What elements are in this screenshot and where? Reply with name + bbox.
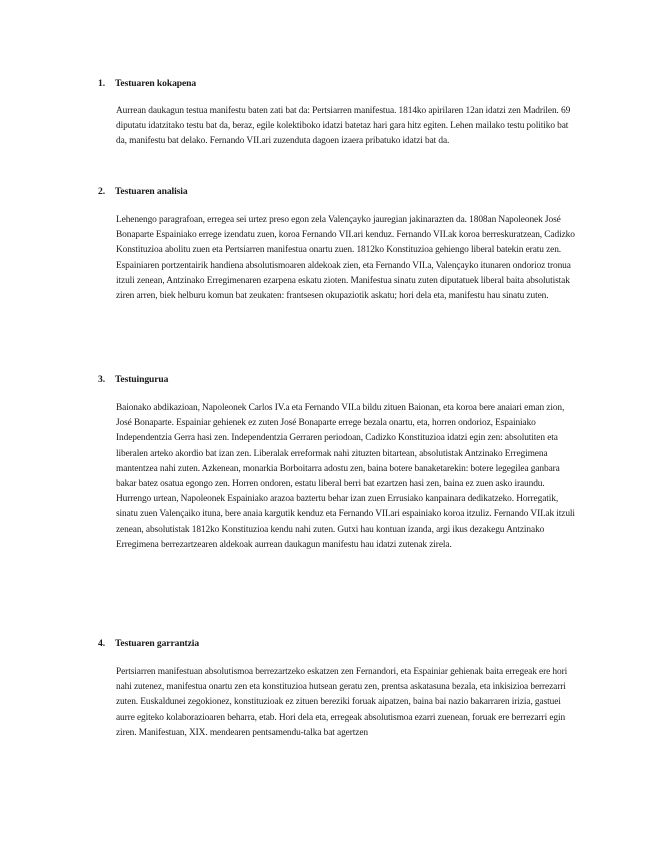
section-heading-3 (98, 374, 168, 385)
section-heading-4 (98, 638, 199, 649)
section-number: 4. (98, 638, 105, 649)
section-heading-2 (98, 186, 188, 197)
section-body-3: Baionako abdikazioan, Napoleonek Carlos IV.a eta Fernando VII.a bildu zituen Baionan, eta koroa bere anaiari eman zion, José Bonaparte. Espainiar gehienek ez zuten José Bonaparte errege bezala onartu, eta, horren ondorioz, Espainiako Independentzia Gerra hasi zen. Independentzia Gerraren periodoan, Cadizko Konstituzioa idatzi egin zen: absolutiten eta liberalen arteko akordio bat izan zen. Liberalak erreformak nahi zituzten bitartean, absolutistak Antzinako Erregimena mantentzea nahi zuten. Azkenean, monarkia Borboitarra adostu zen, baina botere banaketarekin: botere legegilea ganbara bakar batez osatua egongo zen. Horren ondoren, estatu liberal berri bat ezartzen hasi zen, baina ez zuen asko iraundu. Hurrengo urtean, Napoleonek Espainiako arazoa baztertu behar izan zuen Errusiako kanpainara dedikatzeko. Horregatik, sinatu zuen Valençaiko ituna, bere anaia kargutik kenduz eta Fernando VII.ari espainiako koroa itzuliz. Fernando VII.ak itzuli zenean, absolutistak 1812ko Konstituzioa kendu nahi zuten. Gutxi hau kontuan izanda, argi ikus dezakegu Antzinako Erregimena berrezartzearen aldekoak aurrean daukagun manifestu hau idatzi zutenak zirela. (116, 403, 575, 550)
section-body-2: Lehenengo paragrafoan, erregea sei urtez preso egon zela Valençayko jauregian jakinarazten da. 1808an Napoleonek José Bonaparte Espainiako errege izendatu zuen, koroa Fernando VII.ari kenduz. Fernando VII.ak koroa berreskuratzean, Cadizko Konstituzioa abolitu zuen eta Pertsiarren manifestua onartu zuen. 1812ko Konstituzioa gehiengo liberal batekin eratu zen. Espainiaren portzentairik handiena absolutismoaren aldekoak zien, eta Fernando VII.a, Valençayko itunaren ondorioz tronua itzuli zenean, Antzinako Erregimenaren ezarpena eskatu zioten. Manifestua sinatu zuten diputatuek liberal baita absolutistak ziren arren, biek helburu komun bat zeukaten: frantsesen okupaziotik askatu; hori dela eta, manifestu hau sinatu zuten. (116, 215, 575, 302)
section-title: Testuaren garrantzia (115, 638, 200, 649)
section-title: Testuaren kokapena (115, 78, 197, 89)
section-heading-1 (98, 78, 196, 89)
section-number: 3. (98, 374, 105, 385)
section-body-1: Aurrean daukagun testua manifestu baten zati bat da: Pertsiarren manifestua. 1814ko apirilaren 12an idatzi zen Madrilen. 69 diputatu idatzitako testu bat da, beraz, egile kolektiboko idatzi batetaz hari gara hitz egiten. Lehen mailako testu politiko bat da, manifestu bat delako. Fernando VII.ari zuzenduta dagoen izaera pribatuko idatzi bat da. (116, 106, 571, 147)
section-title: Testuaren analisia (115, 186, 188, 197)
section-number: 2. (98, 186, 105, 197)
section-body-4: Pertsiarren manifestuan absolutismoa berrezartzeko eskatzen zen Fernandori, eta Espainiar gehienak baita erregeak ere hori nahi zutenez, manifestua onartu zen eta konstituzioa hutsean geratu zen, prentsa askatasuna bezala, eta inkisizioa berrezarri zuten. Euskaldunei zegokionez, konstituzioak ez zituen bereziki foruak aipatzen, baina bai nazio bakarraren irizia, gastuei aurre egiteko kolaborazioaren beharra, etab. Hori dela eta, erregeak absolutismoa ezarri zuenean, foruak ere berrezarri egin ziren. Manifestuan, XIX. mendearen pentsamendu-talka bat agertzen (116, 667, 568, 738)
section-number: 1. (98, 78, 105, 89)
section-title: Testuingurua (115, 374, 169, 385)
